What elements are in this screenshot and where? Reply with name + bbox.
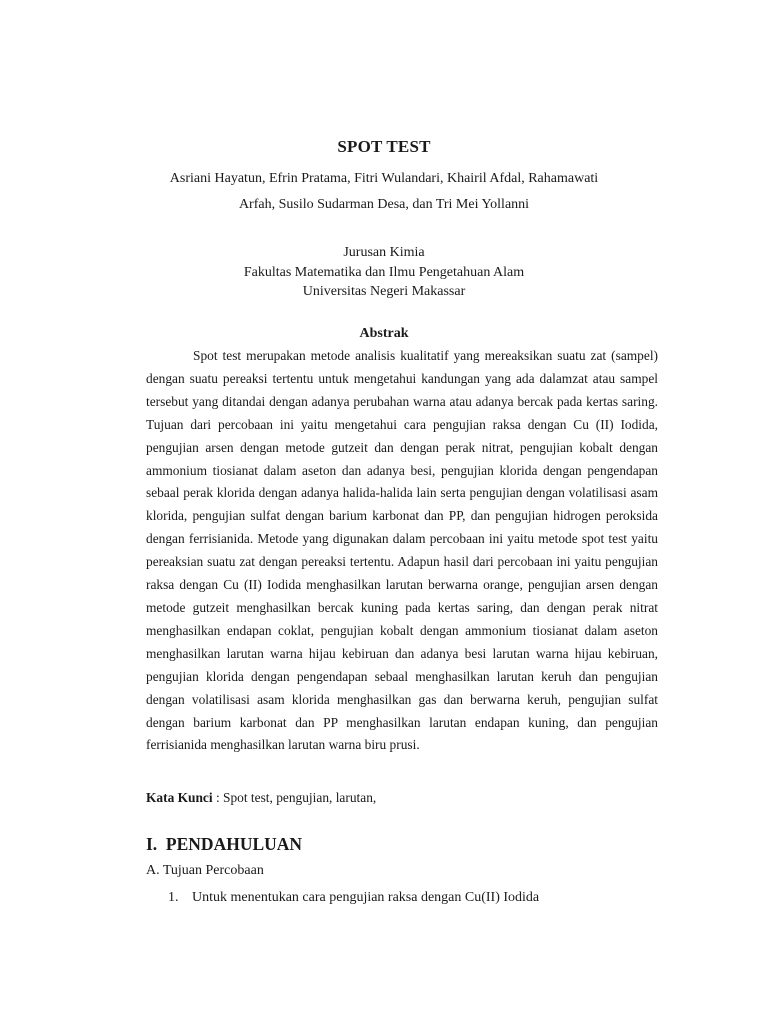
university: Universitas Negeri Makassar (302, 284, 466, 299)
department: Jurusan Kimia (343, 245, 425, 260)
keywords-label: Kata Kunci (146, 790, 213, 805)
keywords-separator: : (212, 790, 224, 805)
subsection-heading: A. Tujuan Percobaan (146, 863, 264, 878)
keywords-line (146, 788, 658, 808)
list-item-number: 1. (168, 890, 179, 905)
author-line-1: Asriani Hayatun, Efrin Pratama, Fitri Wulandari, Khairil Afdal, Rahamawati (169, 171, 599, 186)
author-list (0, 166, 768, 218)
abstract-heading: Abstrak (359, 326, 409, 341)
list-item-text: Untuk menentukan cara pengujian raksa dengan Cu(II) Iodida (192, 890, 540, 905)
abstract-body: Spot test merupakan metode analisis kualitatif yang mereaksikan suatu zat (sampel) dengan suatu pereaksi tertentu untuk mengetahui kandungan yang ada dalamzat atau sampel tersebut yang ditandai dengan adanya perubahan warna atau adanya bercak pada kertas saring. Tujuan dari percobaan ini yaitu mengetahui cara pengujian raksa dengan Cu (II) Iodida, pengujian arsen dengan metode gutzeit dan dengan perak nitrat, pengujian kobalt dengan ammonium tiosianat dalam aseton dan adanya besi, pengujian klorida dengan pengendapan sebaal perak klorida dengan adanya halida-halida lain serta pengujian dengan volatilisasi asam klorida, pengujian sulfat dengan barium karbonat dan PP, dan pengujian hidrogen peroksida dengan ferrisianida. Metode yang digunakan dalam percobaan ini yaitu metode spot test yaitu pereaksian suatu zat dengan pereaksi tertentu. Adapun hasil dari percobaan ini yaitu pengujian raksa dengan Cu (II) Iodida menghasilkan larutan berwarna orange, pengujian arsen dengan metode gutzeit menghasilkan bercak kuning pada kertas saring, dan dengan perak nitrat menghasilkan endapan coklat, pengujian kobalt dengan ammonium tiosianat dalam aseton menghasilkan larutan warna hijau kebiruan dan adanya besi larutan warna hijau kebiruan, pengujian klorida dengan pengendapan sebaal menghasilkan larutan keruh dan pengujian dengan volatilisasi asam klorida menghasilkan gas dan berwarna keruh, pengujian sulfat dengan barium karbonat dan PP menghasilkan larutan endapan kuning, dan pengujian ferrisianida menghasilkan larutan warna biru prusi. (146, 348, 658, 753)
author-line-2: Arfah, Susilo Sudarman Desa, dan Tri Mei Yollanni (238, 197, 530, 212)
paper-title: SPOT TEST (337, 137, 431, 156)
keywords-value: Spot test, pengujian, larutan, (223, 790, 377, 805)
faculty: Fakultas Matematika dan Ilmu Pengetahuan Alam (243, 264, 525, 280)
section-heading: I. PENDAHULUAN (146, 834, 303, 854)
affiliation-block (0, 243, 768, 302)
list-item (168, 890, 539, 906)
